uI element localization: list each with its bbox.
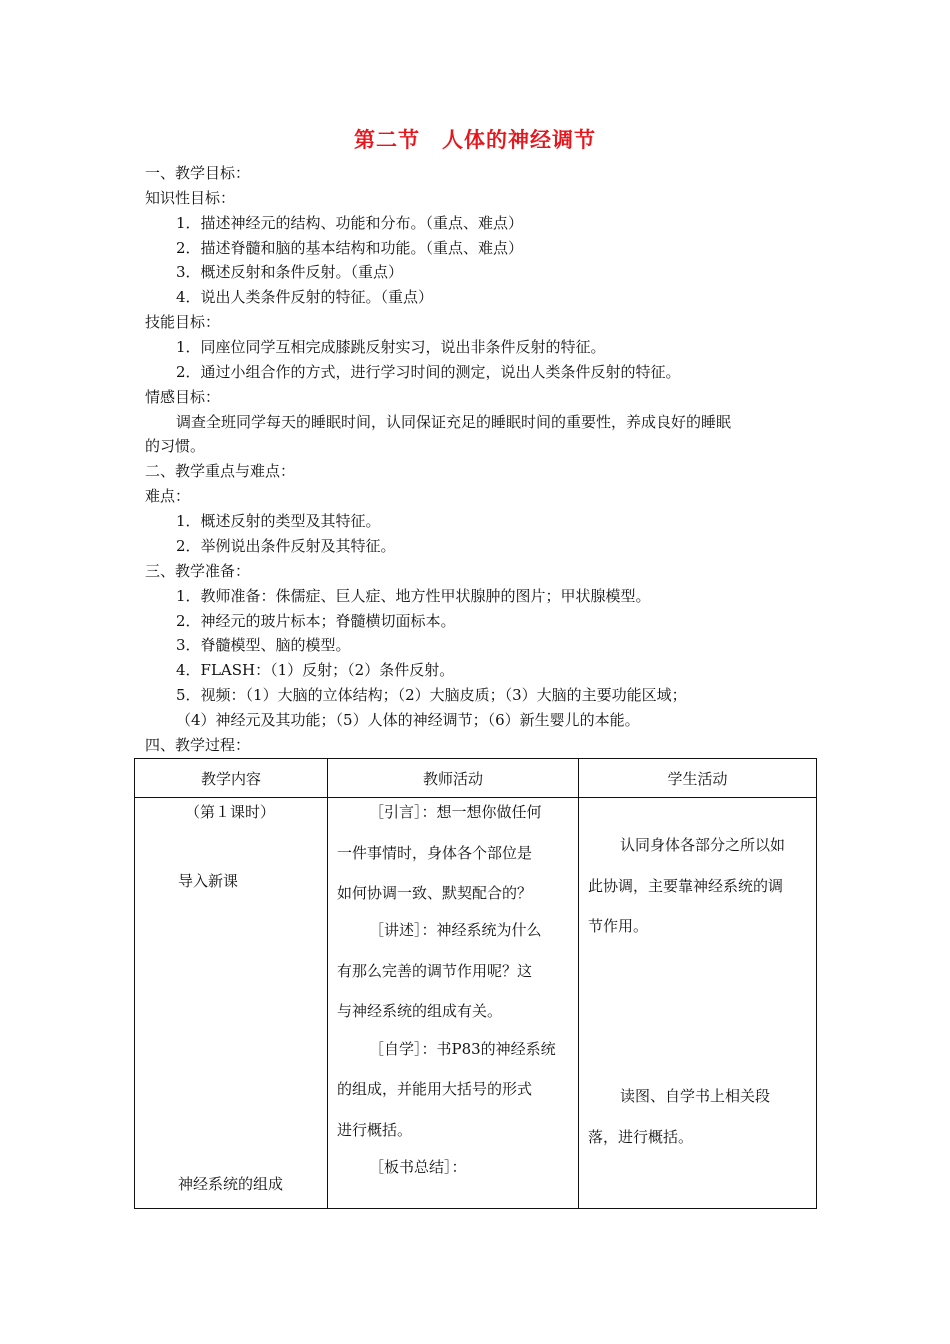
intro-label: 导入新课 [178, 872, 239, 890]
teacher-line: ［讲述］：神经系统为什么 [369, 921, 542, 939]
student-line: 读图、自学书上相关段 [620, 1087, 771, 1105]
student-line: 此协调，主要靠神经系统的调 [588, 877, 784, 895]
cell-teacher-activity [328, 798, 579, 1209]
skill-item: 2．通过小组合作的方式，进行学习时间的测定，说出人类条件反射的特征。 [176, 363, 681, 381]
prep-item: 4．FLASH：（1）反射；（2）条件反射。 [176, 661, 455, 679]
prep-item-cont: （4）神经元及其功能；（5）人体的神经调节；（6）新生婴儿的本能。 [176, 711, 640, 729]
student-line: 节作用。 [588, 917, 649, 935]
teacher-line: 进行概括。 [337, 1121, 413, 1139]
teacher-line: 有那么完善的调节作用呢？这 [337, 962, 533, 980]
table-header-row [135, 759, 817, 798]
header-content: 教学内容 [135, 759, 328, 798]
difficulty-heading: 难点： [145, 487, 191, 505]
teacher-line: ［引言］：想一想你做任何 [369, 803, 542, 821]
emotion-heading: 情感目标： [145, 388, 221, 406]
prep-item: 3．脊髓模型、脑的模型。 [176, 636, 351, 654]
knowledge-item: 2．描述脊髓和脑的基本结构和功能。（重点、难点） [176, 239, 524, 257]
student-line: 落，进行概括。 [588, 1128, 694, 1146]
lesson-label: （第１课时） [185, 803, 276, 821]
skill-heading: 技能目标： [145, 313, 221, 331]
cell-content [135, 798, 328, 1209]
teacher-line: 的组成，并能用大括号的形式 [337, 1080, 533, 1098]
section-heading-preparation: 三、教学准备： [145, 562, 251, 580]
difficulty-item: 2．举例说出条件反射及其特征。 [176, 537, 396, 555]
knowledge-item: 4．说出人类条件反射的特征。（重点） [176, 288, 434, 306]
section-heading-key-points: 二、教学重点与难点： [145, 462, 296, 480]
header-student-activity: 学生活动 [579, 759, 817, 798]
teaching-process-table [134, 758, 817, 1209]
knowledge-item: 1．描述神经元的结构、功能和分布。（重点、难点） [176, 214, 524, 232]
skill-item: 1．同座位同学互相完成膝跳反射实习，说出非条件反射的特征。 [176, 338, 606, 356]
knowledge-item: 3．概述反射和条件反射。（重点） [176, 263, 404, 281]
teacher-line: 与神经系统的组成有关。 [337, 1002, 503, 1020]
section-heading-objectives: 一、教学目标： [145, 164, 251, 182]
page-title: 第二节 人体的神经调节 [354, 128, 596, 152]
prep-item: 1．教师准备：侏儒症、巨人症、地方性甲状腺肿的图片；甲状腺模型。 [176, 587, 651, 605]
header-teacher-activity: 教师活动 [328, 759, 579, 798]
prep-item: 2．神经元的玻片标本；脊髓横切面标本。 [176, 612, 456, 630]
table-row [135, 798, 817, 1209]
emotion-text-cont: 的习惯。 [145, 437, 206, 455]
student-line: 认同身体各部分之所以如 [620, 836, 786, 854]
difficulty-item: 1．概述反射的类型及其特征。 [176, 512, 381, 530]
section-heading-process: 四、教学过程： [145, 736, 251, 754]
teacher-line: ［自学］：书P83的神经系统 [369, 1040, 556, 1058]
teacher-line: ［板书总结］： [369, 1158, 467, 1176]
teacher-line: 一件事情时，身体各个部位是 [337, 844, 533, 862]
composition-label: 神经系统的组成 [178, 1175, 284, 1193]
emotion-text: 调查全班同学每天的睡眠时间，认同保证充足的睡眠时间的重要性，养成良好的睡眠 [176, 413, 732, 431]
teacher-line: 如何协调一致、默契配合的？ [337, 884, 533, 902]
prep-item: 5．视频：（1）大脑的立体结构；（2）大脑皮质；（3）大脑的主要功能区域； [176, 686, 687, 704]
knowledge-heading: 知识性目标： [145, 189, 236, 207]
cell-student-activity [579, 798, 817, 1209]
